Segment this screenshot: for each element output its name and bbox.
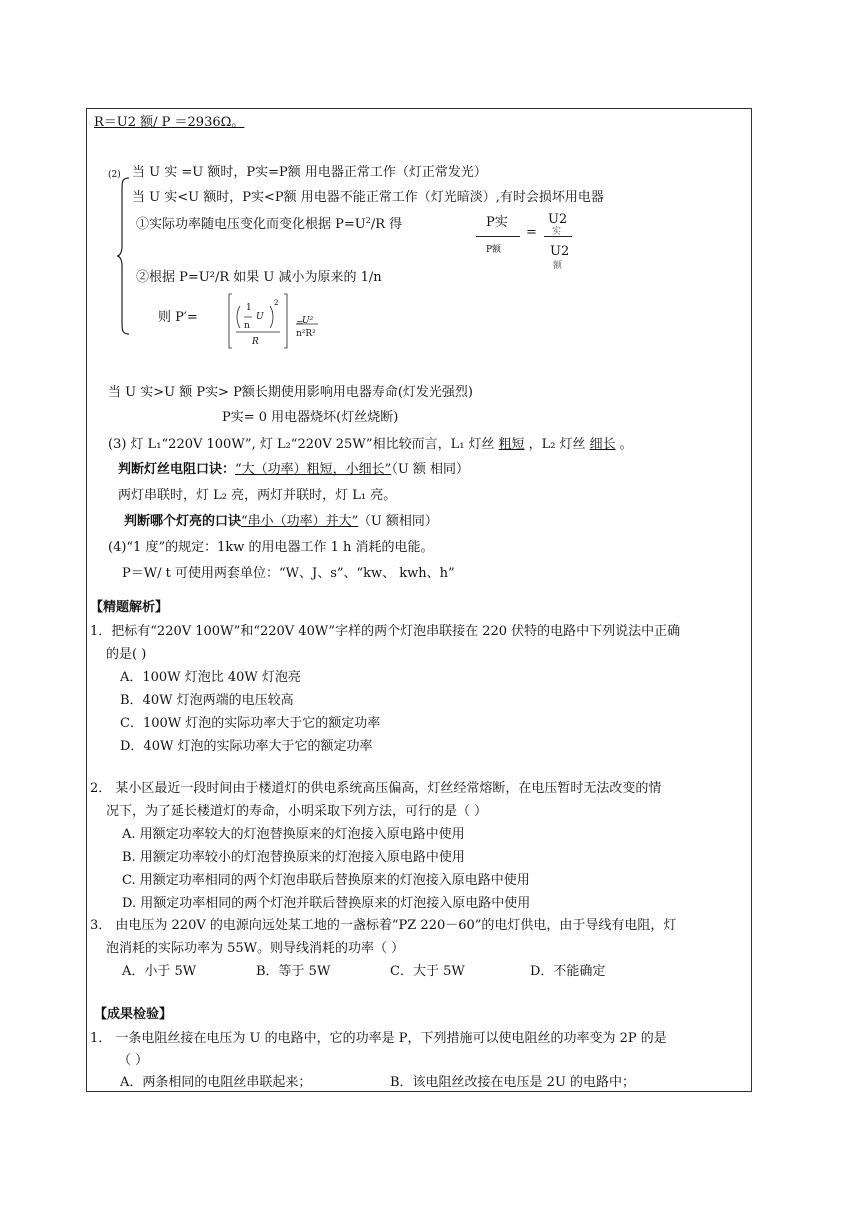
- section-title-analysis: 【精题解析】: [90, 600, 169, 615]
- part3-answer-thick: 粗短: [498, 437, 525, 452]
- part3-line3: 两灯串联时，灯 L₂ 亮，两灯并联时，灯 L₁ 亮。: [118, 488, 397, 503]
- part2-line3-tail: /R 得: [370, 217, 403, 232]
- frac-u-line: [544, 236, 572, 237]
- frac-u-top: U2: [548, 212, 568, 227]
- rule2-label: 判断哪个灯亮的口诀: [124, 514, 242, 529]
- section-title-check: 【成果检验】: [94, 1007, 173, 1022]
- frac-u-mid: 实: [552, 227, 562, 237]
- q3-line1: 3． 由电压为 220V 的电源向远处某工地的一盏标着“PZ 220－60”的电灯供电，由于导线有电阻，灯: [90, 918, 677, 933]
- check-q1-line1: 1． 一条电阻丝接在电压为 U 的电路中，它的功率是 P，下列措施可以使电阻丝的功率变为 2P 的是: [90, 1031, 667, 1046]
- q1-option-a: A．100W 灯泡比 40W 灯泡亮: [120, 670, 301, 685]
- part3-rule1: [118, 462, 469, 478]
- matrix-rhs-bot: n²R²: [296, 329, 316, 339]
- part3-answer-thin: 细长: [589, 437, 616, 452]
- part2-line2: 当 U 实<U 额时，P实<P额 用电器不能正常工作（灯光暗淡）,有时会损坏用电器: [132, 190, 604, 205]
- curly-brace-icon: [116, 176, 130, 336]
- check-q1-line2: （ ）: [118, 1053, 149, 1068]
- q1-line2: 的是( ): [106, 647, 147, 662]
- part2-line4: ②根据 P=U²/R 如果 U 减小为原来的 1/n: [136, 270, 382, 285]
- q3-option-a: A．小于 5W: [122, 964, 197, 979]
- frac-p-bot: P额: [486, 245, 502, 255]
- part3-line1-e: 。: [619, 437, 633, 452]
- svg-text:2: 2: [274, 299, 279, 307]
- q2-option-a: A. 用额定功率较大的灯泡替换原来的灯泡接入原电路中使用: [122, 827, 465, 842]
- part4-line1: (4)“1 度”的规定：1kw 的用电器工作 1 h 消耗的电能。: [108, 540, 434, 555]
- part2-line1: 当 U 实 =U 额时，P实=P额 用电器正常工作（灯正常发光）: [132, 165, 487, 180]
- q3-line2: 泡消耗的实际功率为 55W。则导线消耗的功率（ ）: [106, 941, 405, 956]
- q2-option-c: C. 用额定功率相同的两个灯泡串联后替换原来的灯泡接入原电路中使用: [122, 873, 530, 888]
- q3-option-d: D．不能确定: [530, 964, 606, 979]
- rule2-text: “串小（功率）并大”: [241, 514, 359, 529]
- q2-line1: 2． 某小区最近一段时间由于楼道灯的供电系统高压偏高，灯丝经常熔断，在电压暂时无法改变的情: [90, 781, 662, 796]
- part3-rule2: [124, 514, 438, 530]
- rule1-label: 判断灯丝电阻口诀: [118, 462, 223, 477]
- q1-option-d: D．40W 灯泡的实际功率大于它的额定功率: [120, 739, 373, 754]
- part3-line1-c: ，L₂ 灯丝: [528, 437, 586, 452]
- matrix-one: 1: [246, 303, 252, 313]
- check-q1-option-b: B．该电阻丝改接在电压是 2U 的电路中；: [390, 1075, 636, 1090]
- rule1-colon: ：: [222, 462, 236, 477]
- q1-option-c: C．100W 灯泡的实际功率大于它的额定功率: [120, 716, 381, 731]
- part2-number: (2): [108, 170, 121, 180]
- part4-line2: P＝W/ t 可使用两套单位：“W、J、s”、“kw、 kwh、h”: [122, 566, 455, 581]
- formula-resistance: R＝U2 额/ P ＝2936Ω。: [94, 115, 245, 130]
- frac-u-bot2: 额: [553, 261, 563, 271]
- rule1-text: “大（功率）粗短，小细长”: [235, 462, 392, 477]
- frac-p-line: [476, 236, 520, 237]
- q3-option-b: B．等于 5W: [256, 964, 331, 979]
- part3-line1-a: (3) 灯 L₁“220V 100W”, 灯 L₂“220V 25W”相比较而言，L₁ 灯丝: [108, 437, 495, 452]
- part2-line7: P实= 0 用电器烧坏(灯丝烧断): [222, 410, 399, 425]
- matrix-u: U: [256, 312, 264, 322]
- q1-option-b: B．40W 灯泡两端的电压较高: [120, 693, 294, 708]
- check-q1-option-a: A．两条相同的电阻丝串联起来；: [120, 1075, 312, 1090]
- q2-option-b: B. 用额定功率较小的灯泡替换原来的灯泡接入原电路中使用: [122, 850, 465, 865]
- part3-line1: [108, 437, 633, 453]
- part2-line6: 当 U 实>U 额 P实> P额长期使用影响用电器寿命(灯发光强烈): [108, 385, 473, 400]
- q2-option-d: D. 用额定功率相同的两个灯泡并联后替换原来的灯泡接入原电路中使用: [122, 896, 531, 911]
- q2-line2: 况下，为了延长楼道灯的寿命，小明采取下列方法，可行的是（ ）: [106, 804, 488, 819]
- svg-text:=: =: [296, 319, 304, 329]
- matrix-n: n: [244, 321, 250, 331]
- matrix-rhs-top: U²: [302, 316, 314, 326]
- frac-eq: =: [526, 225, 537, 240]
- rule2-tail: （U 额相同）: [364, 514, 438, 529]
- frac-p-top: P实: [486, 215, 508, 230]
- part2-line5: 则 P′=: [158, 310, 198, 325]
- q3-option-c: C．大于 5W: [390, 964, 465, 979]
- matrix-r: R: [252, 337, 259, 347]
- part2-line3-text: ①实际功率随电压变化而变化根据 P=U: [136, 217, 366, 232]
- frac-u-bot: U2: [550, 244, 570, 259]
- rule1-tail: （U 额 相同）: [391, 462, 470, 477]
- q1-line1: 1．把标有“220V 100W”和“220V 40W”字样的两个灯泡串联接在 220 伏特的电路中下列说法中正确: [90, 624, 681, 639]
- part2-line3: ①实际功率随电压变化而变化根据 $P=U^2/R$ 得: [136, 216, 403, 232]
